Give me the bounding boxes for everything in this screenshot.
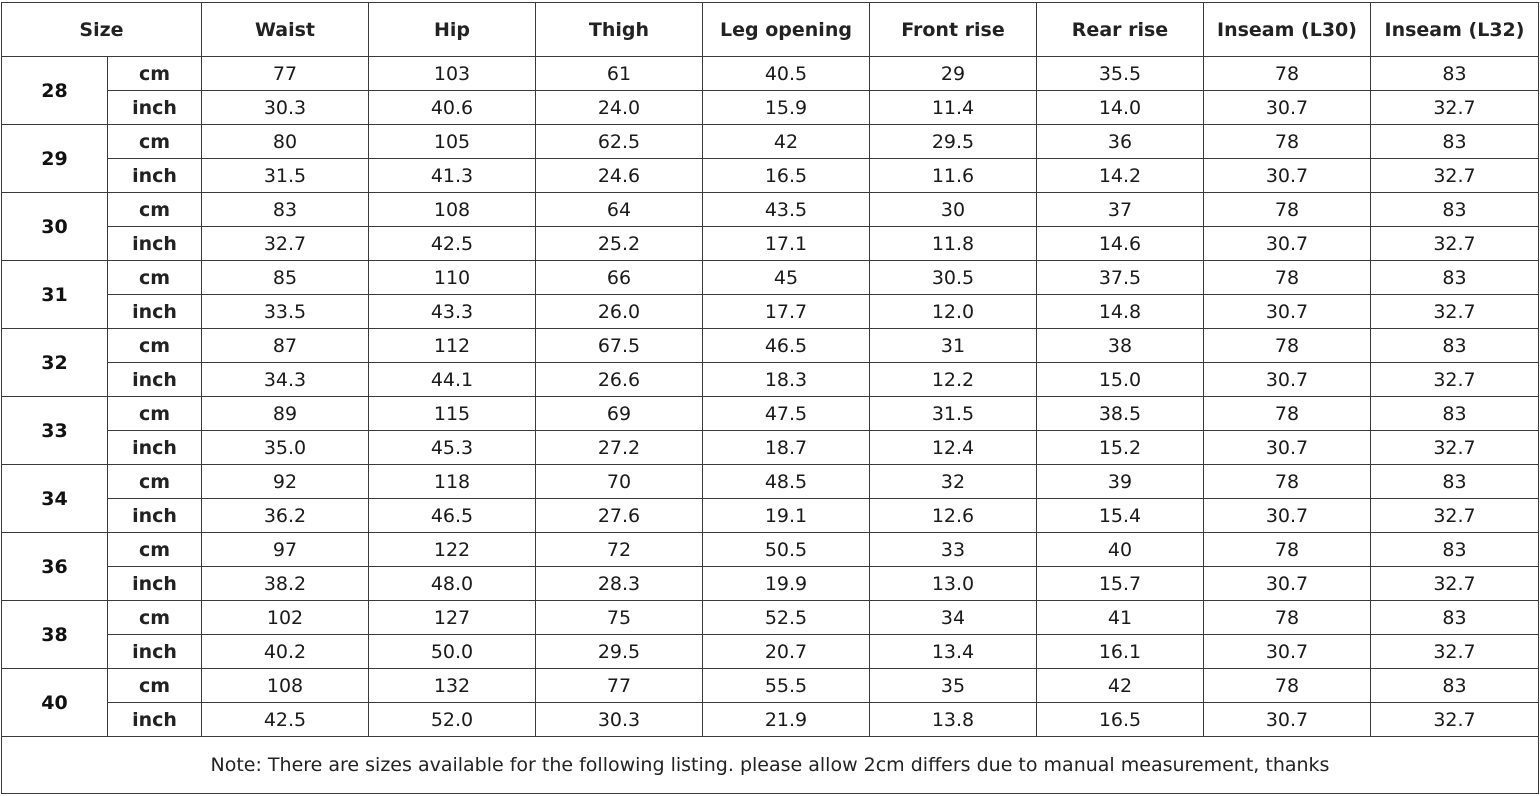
unit-label: cm [108, 125, 202, 159]
column-header: Front rise [870, 3, 1037, 57]
header-row [2, 3, 1539, 57]
measurement-cell: 15.7 [1037, 567, 1204, 601]
measurement-cell: 20.7 [703, 635, 870, 669]
measurement-cell: 38 [1037, 329, 1204, 363]
table-row [2, 601, 1539, 635]
measurement-cell: 102 [202, 601, 369, 635]
measurement-cell: 13.8 [870, 703, 1037, 737]
measurement-cell: 42.5 [369, 227, 536, 261]
unit-label: cm [108, 533, 202, 567]
measurement-cell: 14.0 [1037, 91, 1204, 125]
measurement-cell: 45 [703, 261, 870, 295]
table-row [2, 193, 1539, 227]
measurement-cell: 26.6 [536, 363, 703, 397]
table-row [2, 57, 1539, 91]
measurement-cell: 44.1 [369, 363, 536, 397]
measurement-cell: 30 [870, 193, 1037, 227]
measurement-cell: 89 [202, 397, 369, 431]
note-text: Note: There are sizes available for the following listing. please allow 2cm differs due to manual measurement, thanks [2, 737, 1539, 794]
table-row [2, 227, 1539, 261]
size-label: 38 [2, 601, 108, 669]
size-label: 40 [2, 669, 108, 737]
table-row [2, 261, 1539, 295]
measurement-cell: 46.5 [703, 329, 870, 363]
unit-label: cm [108, 601, 202, 635]
measurement-cell: 103 [369, 57, 536, 91]
table-row [2, 533, 1539, 567]
unit-label: cm [108, 193, 202, 227]
measurement-cell: 30.7 [1204, 227, 1371, 261]
measurement-cell: 52.5 [703, 601, 870, 635]
unit-label: inch [108, 431, 202, 465]
measurement-cell: 12.4 [870, 431, 1037, 465]
measurement-cell: 43.5 [703, 193, 870, 227]
measurement-cell: 31 [870, 329, 1037, 363]
measurement-cell: 40.6 [369, 91, 536, 125]
unit-label: cm [108, 57, 202, 91]
measurement-cell: 16.1 [1037, 635, 1204, 669]
unit-label: cm [108, 261, 202, 295]
unit-label: inch [108, 295, 202, 329]
size-chart [1, 2, 1538, 795]
unit-label: inch [108, 363, 202, 397]
measurement-cell: 15.2 [1037, 431, 1204, 465]
measurement-cell: 42.5 [202, 703, 369, 737]
measurement-cell: 50.0 [369, 635, 536, 669]
measurement-cell: 30.3 [536, 703, 703, 737]
table-row [2, 703, 1539, 737]
measurement-cell: 32.7 [202, 227, 369, 261]
measurement-cell: 35.5 [1037, 57, 1204, 91]
measurement-cell: 83 [1371, 669, 1539, 703]
measurement-cell: 32.7 [1371, 227, 1539, 261]
measurement-cell: 75 [536, 601, 703, 635]
table-row [2, 465, 1539, 499]
measurement-cell: 110 [369, 261, 536, 295]
measurement-cell: 30.7 [1204, 91, 1371, 125]
measurement-cell: 30.7 [1204, 159, 1371, 193]
measurement-cell: 39 [1037, 465, 1204, 499]
measurement-cell: 11.8 [870, 227, 1037, 261]
measurement-cell: 30.7 [1204, 703, 1371, 737]
measurement-cell: 108 [202, 669, 369, 703]
table-row [2, 125, 1539, 159]
measurement-cell: 13.0 [870, 567, 1037, 601]
measurement-cell: 97 [202, 533, 369, 567]
measurement-cell: 42 [703, 125, 870, 159]
measurement-cell: 83 [1371, 601, 1539, 635]
size-label: 30 [2, 193, 108, 261]
measurement-cell: 36 [1037, 125, 1204, 159]
measurement-cell: 83 [202, 193, 369, 227]
measurement-cell: 29 [870, 57, 1037, 91]
measurement-cell: 78 [1204, 465, 1371, 499]
measurement-cell: 72 [536, 533, 703, 567]
measurement-cell: 37.5 [1037, 261, 1204, 295]
measurement-cell: 12.2 [870, 363, 1037, 397]
measurement-cell: 32.7 [1371, 703, 1539, 737]
measurement-cell: 77 [536, 669, 703, 703]
size-label: 29 [2, 125, 108, 193]
table-row [2, 91, 1539, 125]
measurement-cell: 78 [1204, 601, 1371, 635]
unit-label: inch [108, 227, 202, 261]
measurement-cell: 31.5 [870, 397, 1037, 431]
measurement-cell: 18.3 [703, 363, 870, 397]
measurement-cell: 52.0 [369, 703, 536, 737]
unit-label: inch [108, 703, 202, 737]
measurement-cell: 108 [369, 193, 536, 227]
measurement-cell: 83 [1371, 329, 1539, 363]
measurement-cell: 12.0 [870, 295, 1037, 329]
measurement-cell: 17.1 [703, 227, 870, 261]
measurement-cell: 35.0 [202, 431, 369, 465]
measurement-cell: 17.7 [703, 295, 870, 329]
measurement-cell: 50.5 [703, 533, 870, 567]
measurement-cell: 14.2 [1037, 159, 1204, 193]
measurement-cell: 32.7 [1371, 295, 1539, 329]
column-header-size: Size [2, 3, 202, 57]
measurement-cell: 30.3 [202, 91, 369, 125]
table-row [2, 295, 1539, 329]
measurement-cell: 34.3 [202, 363, 369, 397]
measurement-cell: 122 [369, 533, 536, 567]
table-row [2, 635, 1539, 669]
measurement-cell: 27.6 [536, 499, 703, 533]
measurement-cell: 83 [1371, 125, 1539, 159]
measurement-cell: 83 [1371, 533, 1539, 567]
measurement-cell: 78 [1204, 329, 1371, 363]
measurement-cell: 19.1 [703, 499, 870, 533]
measurement-cell: 19.9 [703, 567, 870, 601]
measurement-cell: 32.7 [1371, 91, 1539, 125]
size-label: 36 [2, 533, 108, 601]
table-row [2, 669, 1539, 703]
measurement-cell: 26.0 [536, 295, 703, 329]
measurement-cell: 32 [870, 465, 1037, 499]
measurement-cell: 24.6 [536, 159, 703, 193]
table-row [2, 397, 1539, 431]
measurement-cell: 12.6 [870, 499, 1037, 533]
measurement-cell: 32.7 [1371, 363, 1539, 397]
column-header: Thigh [536, 3, 703, 57]
unit-label: inch [108, 91, 202, 125]
measurement-cell: 11.4 [870, 91, 1037, 125]
measurement-cell: 14.6 [1037, 227, 1204, 261]
measurement-cell: 78 [1204, 261, 1371, 295]
measurement-cell: 38.2 [202, 567, 369, 601]
measurement-cell: 33.5 [202, 295, 369, 329]
measurement-cell: 32.7 [1371, 567, 1539, 601]
measurement-cell: 29.5 [536, 635, 703, 669]
measurement-cell: 87 [202, 329, 369, 363]
measurement-cell: 70 [536, 465, 703, 499]
table-row [2, 363, 1539, 397]
table-row [2, 499, 1539, 533]
measurement-cell: 85 [202, 261, 369, 295]
measurement-cell: 83 [1371, 465, 1539, 499]
measurement-cell: 112 [369, 329, 536, 363]
measurement-cell: 40.2 [202, 635, 369, 669]
measurement-cell: 46.5 [369, 499, 536, 533]
measurement-cell: 30.7 [1204, 295, 1371, 329]
measurement-cell: 80 [202, 125, 369, 159]
measurement-cell: 38.5 [1037, 397, 1204, 431]
measurement-cell: 66 [536, 261, 703, 295]
measurement-cell: 18.7 [703, 431, 870, 465]
measurement-cell: 47.5 [703, 397, 870, 431]
measurement-cell: 40 [1037, 533, 1204, 567]
measurement-cell: 127 [369, 601, 536, 635]
measurement-cell: 29.5 [870, 125, 1037, 159]
size-label: 31 [2, 261, 108, 329]
measurement-cell: 40.5 [703, 57, 870, 91]
column-header: Inseam (L32) [1371, 3, 1539, 57]
size-label: 33 [2, 397, 108, 465]
size-label: 32 [2, 329, 108, 397]
measurement-cell: 30.5 [870, 261, 1037, 295]
measurement-cell: 83 [1371, 193, 1539, 227]
measurement-cell: 48.0 [369, 567, 536, 601]
column-header: Waist [202, 3, 369, 57]
measurement-cell: 14.8 [1037, 295, 1204, 329]
measurement-cell: 77 [202, 57, 369, 91]
measurement-cell: 61 [536, 57, 703, 91]
measurement-cell: 35 [870, 669, 1037, 703]
column-header: Hip [369, 3, 536, 57]
measurement-cell: 36.2 [202, 499, 369, 533]
measurement-cell: 78 [1204, 533, 1371, 567]
unit-label: cm [108, 397, 202, 431]
measurement-cell: 15.4 [1037, 499, 1204, 533]
table-row [2, 329, 1539, 363]
measurement-cell: 64 [536, 193, 703, 227]
measurement-cell: 30.7 [1204, 499, 1371, 533]
measurement-cell: 43.3 [369, 295, 536, 329]
note-row [2, 737, 1539, 794]
measurement-cell: 11.6 [870, 159, 1037, 193]
measurement-cell: 69 [536, 397, 703, 431]
unit-label: inch [108, 499, 202, 533]
measurement-cell: 27.2 [536, 431, 703, 465]
measurement-cell: 32.7 [1371, 499, 1539, 533]
measurement-cell: 132 [369, 669, 536, 703]
measurement-cell: 24.0 [536, 91, 703, 125]
measurement-cell: 25.2 [536, 227, 703, 261]
measurement-cell: 67.5 [536, 329, 703, 363]
measurement-cell: 30.7 [1204, 567, 1371, 601]
unit-label: inch [108, 567, 202, 601]
measurement-cell: 34 [870, 601, 1037, 635]
measurement-cell: 62.5 [536, 125, 703, 159]
measurement-cell: 115 [369, 397, 536, 431]
unit-label: inch [108, 159, 202, 193]
measurement-cell: 45.3 [369, 431, 536, 465]
measurement-cell: 16.5 [1037, 703, 1204, 737]
unit-label: cm [108, 465, 202, 499]
measurement-cell: 78 [1204, 193, 1371, 227]
measurement-cell: 48.5 [703, 465, 870, 499]
measurement-cell: 16.5 [703, 159, 870, 193]
size-label: 34 [2, 465, 108, 533]
measurement-cell: 15.0 [1037, 363, 1204, 397]
table-body [2, 57, 1539, 737]
table-row [2, 431, 1539, 465]
size-chart-table [1, 2, 1539, 794]
column-header: Leg opening [703, 3, 870, 57]
measurement-cell: 33 [870, 533, 1037, 567]
measurement-cell: 32.7 [1371, 431, 1539, 465]
unit-label: inch [108, 635, 202, 669]
measurement-cell: 118 [369, 465, 536, 499]
measurement-cell: 28.3 [536, 567, 703, 601]
table-row [2, 159, 1539, 193]
measurement-cell: 78 [1204, 125, 1371, 159]
measurement-cell: 32.7 [1371, 159, 1539, 193]
column-header: Rear rise [1037, 3, 1204, 57]
measurement-cell: 105 [369, 125, 536, 159]
measurement-cell: 83 [1371, 261, 1539, 295]
measurement-cell: 55.5 [703, 669, 870, 703]
measurement-cell: 41.3 [369, 159, 536, 193]
measurement-cell: 37 [1037, 193, 1204, 227]
measurement-cell: 41 [1037, 601, 1204, 635]
measurement-cell: 83 [1371, 57, 1539, 91]
measurement-cell: 21.9 [703, 703, 870, 737]
unit-label: cm [108, 669, 202, 703]
measurement-cell: 30.7 [1204, 635, 1371, 669]
column-header: Inseam (L30) [1204, 3, 1371, 57]
measurement-cell: 13.4 [870, 635, 1037, 669]
unit-label: cm [108, 329, 202, 363]
measurement-cell: 42 [1037, 669, 1204, 703]
measurement-cell: 78 [1204, 669, 1371, 703]
measurement-cell: 15.9 [703, 91, 870, 125]
measurement-cell: 83 [1371, 397, 1539, 431]
measurement-cell: 30.7 [1204, 363, 1371, 397]
measurement-cell: 30.7 [1204, 431, 1371, 465]
table-row [2, 567, 1539, 601]
measurement-cell: 32.7 [1371, 635, 1539, 669]
measurement-cell: 92 [202, 465, 369, 499]
measurement-cell: 31.5 [202, 159, 369, 193]
measurement-cell: 78 [1204, 397, 1371, 431]
size-label: 28 [2, 57, 108, 125]
measurement-cell: 78 [1204, 57, 1371, 91]
